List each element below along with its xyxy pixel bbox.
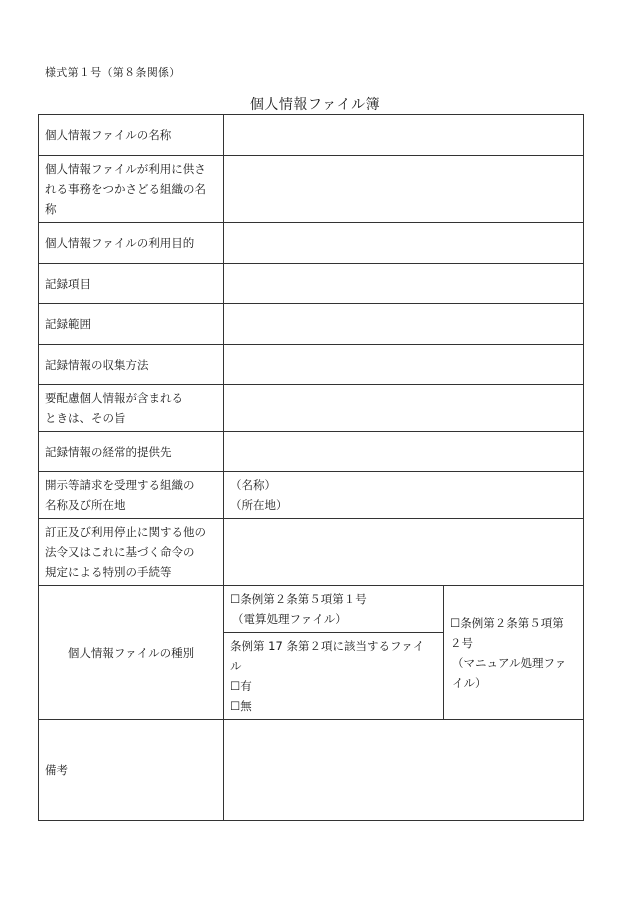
- record-scope-value[interactable]: [224, 304, 584, 345]
- organization-label-line: れる事務をつかさどる組織の名: [45, 182, 206, 196]
- row-disclosure-org: [39, 472, 584, 519]
- sensitive-info-value[interactable]: [224, 385, 584, 432]
- file-name-label: 個人情報ファイルの名称: [39, 115, 224, 156]
- page-title: 個人情報ファイル簿: [249, 97, 381, 113]
- sensitive-info-label-line: 要配慮個人情報が含まれる: [45, 391, 183, 405]
- special-procedures-label-line: 法令又はこれに基づく命令の: [45, 545, 195, 559]
- organization-value[interactable]: [224, 156, 584, 223]
- article17-yes-checkbox[interactable]: ☐有: [230, 679, 252, 693]
- row-regular-recipients: [39, 432, 584, 472]
- row-purpose: [39, 223, 584, 264]
- manual-file-checkbox-cont: ２号: [450, 635, 473, 650]
- row-file-name: [39, 115, 584, 156]
- special-procedures-label-line: 規定による特別の手続等: [45, 565, 172, 579]
- record-scope-label: 記録範囲: [39, 304, 224, 345]
- disclosure-org-label: [39, 472, 224, 519]
- remarks-value[interactable]: [224, 720, 584, 821]
- article17-question: 条例第 17 条第２項に該当するファイ: [230, 639, 425, 653]
- article17-no-checkbox[interactable]: ☐無: [230, 699, 252, 713]
- row-file-type: [39, 586, 584, 633]
- row-record-items: [39, 264, 584, 304]
- row-sensitive-info: [39, 385, 584, 432]
- remarks-label: 備考: [39, 720, 224, 821]
- disclosure-org-value[interactable]: [224, 472, 584, 519]
- purpose-label: 個人情報ファイルの利用目的: [39, 223, 224, 264]
- sensitive-info-label: [39, 385, 224, 432]
- electronic-file-note: （電算処理ファイル）: [232, 612, 347, 626]
- disclosure-org-label-line: 名称及び所在地: [45, 498, 126, 512]
- organization-label-line: 称: [45, 202, 57, 216]
- electronic-file-checkbox[interactable]: ☐条例第２条第５項第１号: [230, 592, 367, 606]
- collection-method-label: 記録情報の収集方法: [39, 345, 224, 385]
- organization-label: [39, 156, 224, 223]
- manual-file-checkbox[interactable]: ☐条例第２条第５項第: [450, 615, 564, 630]
- row-special-procedures: [39, 519, 584, 586]
- disclosure-org-name-field: （名称）: [230, 478, 276, 492]
- article17-question-cont: ル: [230, 659, 242, 673]
- form-number: 様式第１号（第８条関係）: [45, 66, 181, 79]
- file-type-electronic[interactable]: [224, 586, 444, 633]
- row-record-scope: [39, 304, 584, 345]
- record-items-value[interactable]: [224, 264, 584, 304]
- file-name-value[interactable]: [224, 115, 584, 156]
- purpose-value[interactable]: [224, 223, 584, 264]
- disclosure-org-address-field: （所在地）: [230, 498, 288, 512]
- regular-recipients-value[interactable]: [224, 432, 584, 472]
- row-remarks: [39, 720, 584, 821]
- article17-cell: [224, 633, 444, 720]
- file-type-manual[interactable]: [444, 586, 584, 720]
- file-type-label: 個人情報ファイルの種別: [39, 586, 224, 720]
- row-collection-method: [39, 345, 584, 385]
- sensitive-info-label-line: ときは、その旨: [45, 411, 126, 425]
- manual-file-note-cont: イル）: [452, 675, 487, 690]
- file-register-table: [38, 114, 584, 821]
- row-organization: [39, 156, 584, 223]
- record-items-label: 記録項目: [39, 264, 224, 304]
- special-procedures-label: [39, 519, 224, 586]
- disclosure-org-label-line: 開示等請求を受理する組織の: [45, 478, 195, 492]
- collection-method-value[interactable]: [224, 345, 584, 385]
- organization-label-line: 個人情報ファイルが利用に供さ: [45, 162, 206, 176]
- special-procedures-value[interactable]: [224, 519, 584, 586]
- special-procedures-label-line: 訂正及び利用停止に関する他の: [45, 525, 206, 539]
- regular-recipients-label: 記録情報の経常的提供先: [39, 432, 224, 472]
- manual-file-note: （マニュアル処理ファ: [452, 655, 567, 670]
